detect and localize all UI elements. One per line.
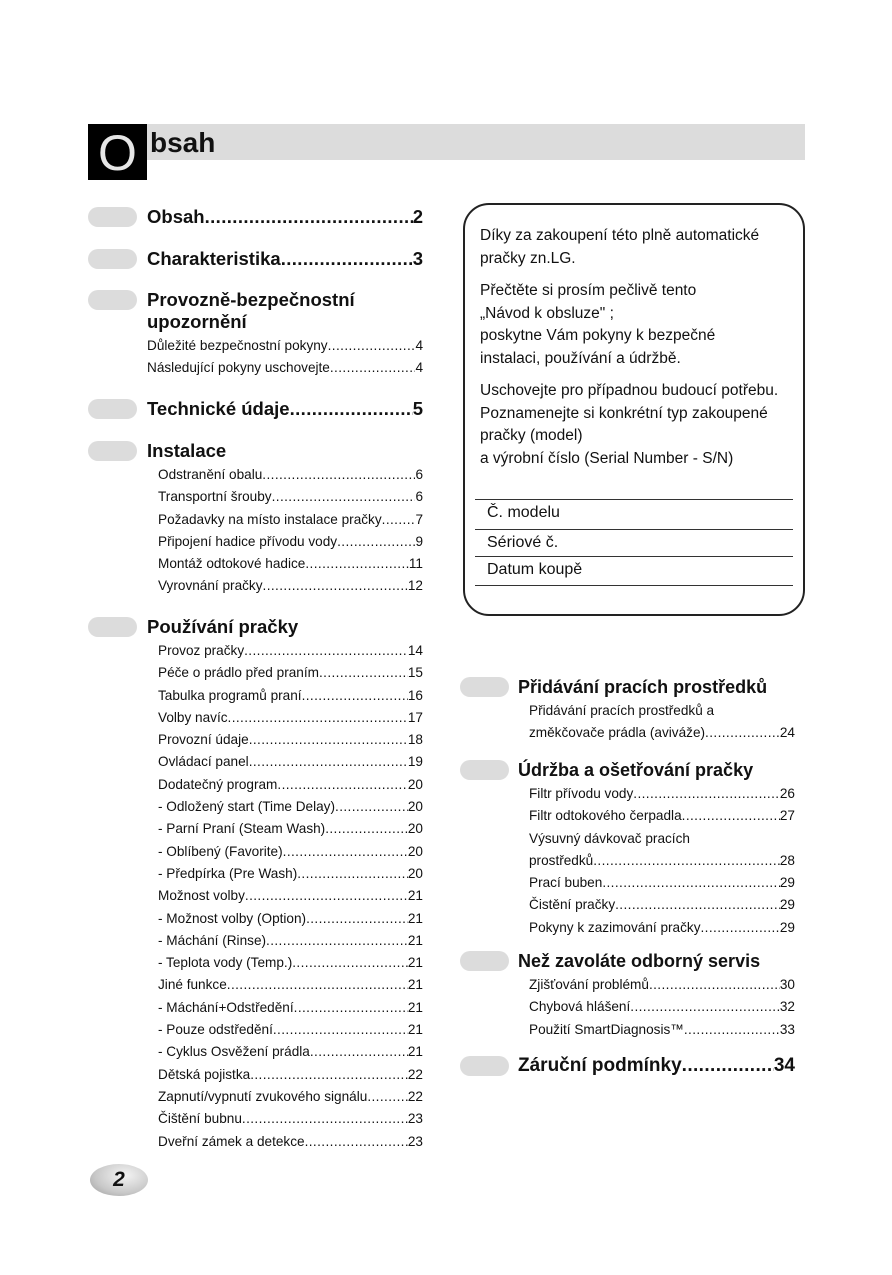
toc-entry[interactable] [158, 974, 423, 996]
toc-entry[interactable] [158, 841, 423, 863]
dot-leader [335, 796, 408, 818]
toc-entry[interactable] [529, 850, 795, 872]
dot-leader [305, 1131, 408, 1153]
toc-entry-page: 14 [407, 643, 423, 658]
section-page: 34 [773, 1055, 795, 1076]
toc-section[interactable] [518, 759, 795, 939]
toc-entry-label: Transportní šrouby [158, 489, 272, 505]
toc-entry-label: - Parní Praní (Steam Wash) [158, 821, 326, 837]
dot-leader [297, 863, 408, 885]
toc-entry-label: - Odložený start (Time Delay) [158, 799, 336, 815]
dot-leader [227, 974, 408, 996]
info-line: „Návod k obsluze" ; [480, 304, 614, 322]
toc-entry-label: Výsuvný dávkovač pracích [529, 830, 690, 846]
section-marker [460, 760, 509, 780]
dot-leader [262, 464, 415, 486]
serial-number-field: Sériové č. [475, 529, 793, 556]
toc-entry-page: 19 [407, 754, 423, 770]
section-marker [460, 951, 509, 971]
section-marker [88, 249, 137, 269]
model-number-field: Č. modelu [475, 499, 793, 526]
dot-leader [306, 908, 408, 930]
toc-entry-label: Použití SmartDiagnosis™ [529, 1021, 684, 1037]
toc-entry[interactable] [158, 1064, 423, 1086]
section-marker [88, 290, 137, 310]
toc-entry[interactable] [158, 796, 423, 818]
dot-leader [325, 818, 408, 840]
toc-entry-page: 17 [407, 709, 423, 725]
toc-entry-label: Provozní údaje [158, 732, 249, 748]
purchase-info-box [463, 203, 805, 616]
toc-entry[interactable] [158, 464, 423, 486]
toc-entry[interactable] [158, 885, 423, 907]
dot-leader [649, 974, 780, 996]
toc-entry[interactable] [158, 774, 423, 796]
toc-entry[interactable] [147, 357, 423, 379]
toc-entry-page: 11 [408, 556, 423, 572]
dot-leader [319, 662, 408, 684]
toc-entry-label: Zjišťování problémů [529, 977, 649, 992]
section-marker [88, 207, 137, 227]
toc-entry-label: Možnost volby [158, 888, 245, 904]
toc-section[interactable] [147, 289, 423, 380]
toc-entry-page: 4 [415, 338, 423, 353]
divider [475, 585, 793, 586]
section-heading[interactable] [147, 248, 423, 270]
dot-leader [337, 531, 415, 553]
dot-leader [263, 575, 408, 597]
toc-items [147, 640, 423, 1153]
dot-leader [328, 335, 416, 357]
info-line: a výrobní číslo (Serial Number - S/N) [480, 449, 734, 467]
dot-leader [633, 783, 780, 805]
dot-leader [684, 1019, 780, 1041]
toc-entry-label: - Předpírka (Pre Wash) [158, 865, 298, 881]
toc-entry-label: - Možnost volby (Option) [158, 910, 307, 926]
toc-section[interactable] [147, 398, 423, 422]
dot-leader [302, 685, 408, 707]
dot-leader [272, 486, 416, 508]
toc-entry-label: Filtr odtokového čerpadla [529, 808, 682, 824]
toc-entry-page: 20 [407, 799, 423, 815]
toc-entry-page: 29 [779, 919, 795, 935]
section-heading[interactable]: Než zavoláte odborný servis [518, 951, 761, 971]
toc-entry[interactable] [529, 974, 795, 996]
section-heading-label: Charakteristika [147, 248, 281, 269]
toc-entry-page: 7 [415, 511, 423, 527]
toc-entry-page: 22 [407, 1066, 423, 1082]
toc-entry[interactable] [158, 930, 423, 952]
toc-entry-label: Dodatečný program [158, 776, 278, 792]
section-heading[interactable] [518, 1055, 795, 1077]
toc-entry-label: - Teplota vody (Temp.) [158, 955, 293, 971]
section-heading-label: Obsah [147, 206, 205, 227]
toc-entry[interactable] [158, 486, 423, 508]
section-heading[interactable] [147, 398, 423, 420]
toc-entry-page: 18 [407, 732, 423, 748]
toc-entry-page: 21 [407, 955, 423, 971]
toc-entry-label: - Oblíbený (Favorite) [158, 843, 283, 859]
toc-entry-page: 33 [779, 1021, 795, 1037]
toc-entry-page: 21 [407, 932, 423, 948]
toc-entry[interactable] [158, 1019, 423, 1041]
toc-entry-page: 15 [407, 665, 423, 681]
dot-leader [273, 1019, 408, 1041]
section-marker [88, 399, 137, 419]
section-marker [88, 441, 137, 461]
section-heading[interactable]: Přidávání pracích prostředků [518, 677, 768, 697]
toc-entry-label: Vyrovnání pračky [158, 578, 263, 594]
toc-entry[interactable] [158, 1108, 423, 1130]
section-heading[interactable] [147, 206, 423, 228]
info-line: poskytne Vám pokyny k bezpečné [480, 327, 716, 344]
title-initial: O [88, 124, 147, 180]
toc-entry-label: Čištění bubnu [158, 1111, 242, 1127]
toc-entry-label: Dveřní zámek a detekce [158, 1133, 305, 1149]
toc-entry-page: 22 [407, 1088, 423, 1104]
dot-leader [277, 774, 407, 796]
toc-entry-label: Důležité bezpečnostní pokyny [147, 338, 328, 353]
dot-leader [292, 952, 408, 974]
toc-entry-page: 23 [407, 1111, 423, 1127]
info-paragraph [480, 225, 778, 270]
info-line: Přečtěte si prosím pečlivě tento [480, 282, 697, 299]
toc-entry[interactable] [158, 997, 423, 1019]
toc-entry[interactable] [158, 553, 423, 575]
toc-entry-page: 21 [407, 977, 423, 993]
toc-entry[interactable] [158, 908, 423, 930]
toc-entry-label: Připojení hadice přívodu vody [158, 533, 338, 549]
dot-leader [281, 248, 413, 270]
toc-entry-page: 21 [407, 999, 423, 1015]
toc-entry[interactable] [529, 872, 795, 894]
info-line: pračky zn.LG. [480, 249, 576, 267]
section-heading[interactable]: Údržba a ošetřování pračky [518, 760, 754, 780]
toc-entry[interactable] [158, 640, 423, 662]
toc-section[interactable] [518, 1055, 795, 1079]
toc-entry-label: - Cyklus Osvěžení prádla [158, 1044, 310, 1060]
toc-entry[interactable] [158, 531, 423, 553]
info-line: Poznamenejte si konkrétní typ zakoupené [480, 404, 768, 422]
toc-entry[interactable] [158, 662, 423, 684]
toc-entry[interactable] [529, 783, 795, 805]
toc-entry-page: 12 [407, 578, 423, 594]
toc-entry[interactable] [529, 805, 795, 827]
dot-leader [266, 930, 408, 952]
toc-section[interactable] [147, 248, 423, 272]
dot-leader [705, 722, 780, 744]
toc-entry-page: 32 [779, 999, 795, 1015]
toc-entry[interactable] [158, 509, 423, 531]
info-line: instalaci, používání a údržbě. [480, 349, 681, 367]
toc-items [518, 783, 795, 939]
toc-entry-line[interactable] [529, 828, 795, 850]
page-number: 2 [90, 1164, 148, 1196]
toc-entry[interactable] [158, 575, 423, 597]
toc-entry-label: Dětská pojistka [158, 1066, 251, 1082]
toc-entry[interactable] [158, 751, 423, 773]
toc-entry-label: - Máchání+Odstředění [158, 999, 294, 1015]
toc-entry[interactable] [158, 1086, 423, 1108]
toc-entry-page: 4 [415, 360, 423, 376]
toc-entry[interactable] [147, 335, 423, 357]
dot-leader [290, 398, 413, 420]
toc-entry-label: Jiné funkce [158, 977, 227, 993]
toc-entry-page: 21 [407, 1044, 423, 1060]
dot-leader [615, 894, 780, 916]
toc-entry[interactable] [529, 894, 795, 916]
toc-entry[interactable] [529, 996, 795, 1018]
toc-entry-page: 29 [779, 875, 795, 891]
toc-entry-page: 29 [779, 897, 795, 913]
toc-entry[interactable] [158, 952, 423, 974]
toc-entry-page: 21 [407, 888, 423, 904]
section-page: 2 [412, 206, 423, 227]
section-marker [460, 1056, 509, 1076]
toc-items [147, 464, 423, 598]
dot-leader [330, 357, 416, 379]
toc-entry[interactable] [158, 1131, 423, 1153]
dot-leader [205, 206, 413, 228]
toc-entry-page: 6 [415, 489, 423, 505]
toc-entry-label: Tabulka programů praní [158, 687, 302, 703]
toc-entry-label: Čistění pračky [529, 897, 616, 913]
toc-items [518, 974, 795, 1041]
section-heading-line2: upozornění [147, 311, 247, 332]
toc-entry-label: Péče o prádlo před praním [158, 665, 319, 681]
dot-leader [249, 751, 408, 773]
toc-items [147, 335, 423, 380]
toc-entry[interactable] [158, 1041, 423, 1063]
dot-leader [305, 553, 409, 575]
dot-leader [602, 872, 780, 894]
toc-section[interactable] [518, 676, 795, 745]
toc-entry-label: Provoz pračky [158, 643, 245, 658]
toc-entry-page: 21 [407, 910, 423, 926]
dot-leader [228, 707, 408, 729]
toc-entry-page: 20 [407, 865, 423, 881]
toc-entry-page: 23 [407, 1133, 423, 1149]
purchase-date-field: Datum koupě [475, 556, 793, 583]
toc-entry-label: Požadavky na místo instalace pračky [158, 511, 382, 527]
toc-entry-page: 6 [415, 467, 423, 482]
toc-entry[interactable] [529, 917, 795, 939]
dot-leader [294, 997, 408, 1019]
toc-entry-page: 30 [779, 977, 795, 992]
dot-leader [593, 850, 780, 872]
section-heading-label: Záruční podmínky [518, 1055, 682, 1076]
toc-entry-page: 9 [415, 533, 423, 549]
dot-leader [242, 1108, 408, 1130]
toc-entry[interactable] [529, 722, 795, 744]
section-heading[interactable]: Provozně-bezpečnostní [147, 289, 355, 310]
info-paragraph [480, 280, 778, 370]
toc-entry-page: 26 [779, 786, 795, 801]
toc-entry-label: - Pouze odstředění [158, 1022, 273, 1038]
toc-entry-label: prostředků [529, 852, 594, 868]
dot-leader [244, 640, 408, 662]
dot-leader [701, 917, 780, 939]
info-text [480, 225, 778, 480]
toc-entry-page: 20 [407, 821, 423, 837]
toc-entry[interactable] [529, 1019, 795, 1041]
toc-entry-page: 20 [407, 776, 423, 792]
section-marker [88, 617, 137, 637]
toc-section[interactable] [147, 440, 423, 598]
toc-entry-page: 20 [407, 843, 423, 859]
dot-leader [367, 1086, 408, 1108]
section-page: 3 [412, 248, 423, 269]
toc-entry[interactable] [158, 707, 423, 729]
toc-entry-label: změkčovače prádla (aviváže) [529, 725, 706, 741]
toc-entry-page: 27 [779, 808, 795, 824]
info-line: Uschovejte pro případnou budoucí potřebu. [480, 382, 779, 399]
toc-entry-label: Prací buben [529, 875, 603, 891]
toc-entry[interactable] [158, 685, 423, 707]
toc-entry-line[interactable] [529, 700, 795, 722]
toc-entry-label: - Máchání (Rinse) [158, 932, 267, 948]
toc-section[interactable] [147, 616, 423, 1153]
dot-leader [283, 841, 408, 863]
section-heading[interactable]: Používání pračky [147, 616, 299, 637]
toc-section[interactable] [518, 950, 795, 1041]
dot-leader [310, 1041, 408, 1063]
toc-entry-label: Odstranění obalu [158, 467, 263, 482]
toc-entry-label: Následující pokyny uschovejte [147, 360, 330, 376]
dot-leader [682, 805, 780, 827]
toc-entry-label: Přidávání pracích prostředků a [529, 703, 715, 718]
info-line: pračky (model) [480, 427, 583, 444]
toc-entry-page: 24 [779, 725, 795, 741]
dot-leader [682, 1055, 774, 1077]
section-heading-label: Technické údaje [147, 398, 290, 419]
toc-entry-label: Filtr přívodu vody [529, 786, 634, 801]
toc-entry-page: 21 [407, 1022, 423, 1038]
toc-entry-page: 28 [779, 852, 795, 868]
toc-entry[interactable] [158, 863, 423, 885]
toc-entry-label: Montáž odtokové hadice [158, 556, 306, 572]
toc-entry-label: Pokyny k zazimování pračky [529, 919, 701, 935]
info-paragraph [480, 380, 778, 470]
dot-leader [630, 996, 780, 1018]
toc-entry[interactable] [158, 729, 423, 751]
dot-leader [382, 509, 416, 531]
toc-entry[interactable] [158, 818, 423, 840]
toc-section[interactable] [147, 206, 423, 230]
toc-entry-label: Volby navíc [158, 709, 228, 725]
section-marker [460, 677, 509, 697]
toc-entry-label: Ovládací panel [158, 754, 249, 770]
toc-entry-label: Zapnutí/vypnutí zvukového signálu [158, 1088, 368, 1104]
section-page: 5 [412, 398, 423, 419]
dot-leader [250, 1064, 408, 1086]
toc-entry-label: Chybová hlášení [529, 999, 631, 1015]
page-title: bsah [150, 127, 216, 158]
info-line: Díky za zakoupení této plně automatické [480, 227, 760, 244]
toc-entry-page: 16 [407, 687, 423, 703]
dot-leader [249, 729, 408, 751]
section-heading[interactable]: Instalace [147, 440, 227, 461]
dot-leader [245, 885, 408, 907]
toc-items [518, 700, 795, 745]
